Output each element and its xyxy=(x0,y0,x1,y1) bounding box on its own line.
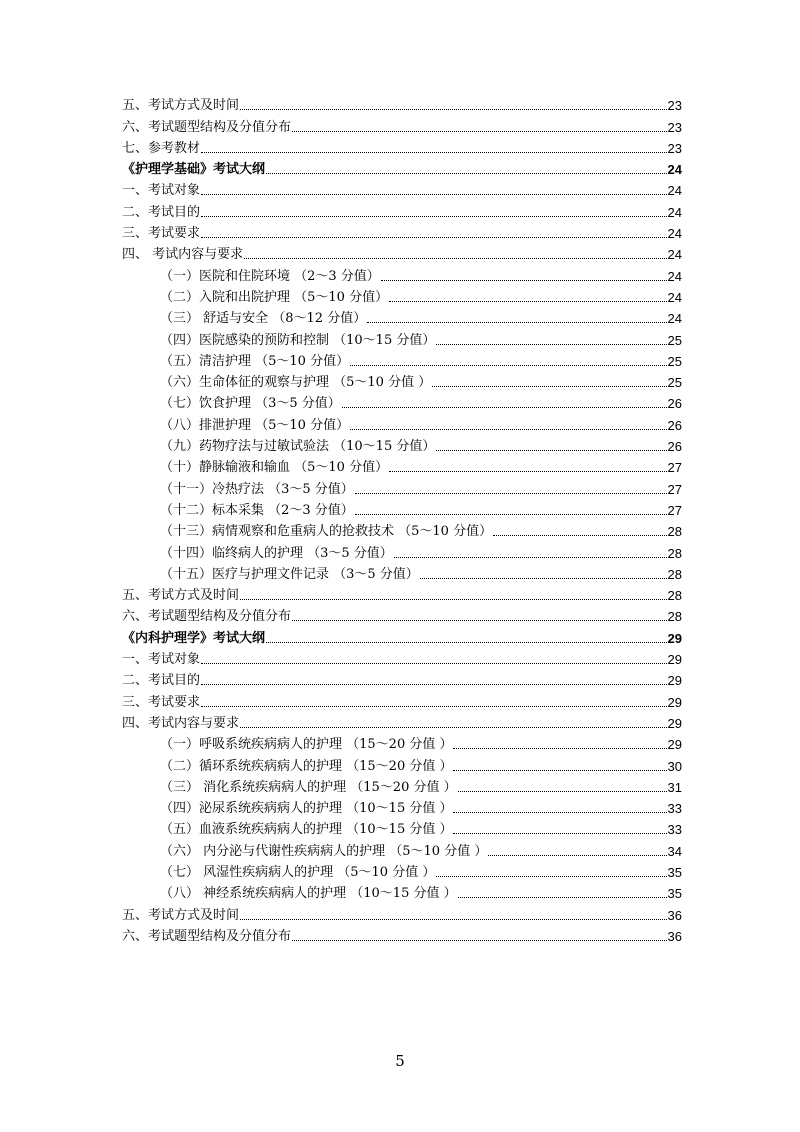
table-of-contents xyxy=(122,93,682,945)
page-number: 5 xyxy=(395,1052,405,1070)
toc-entry[interactable] xyxy=(122,349,682,370)
toc-entry[interactable] xyxy=(122,434,682,455)
toc-entry-page-number: 25 xyxy=(667,353,682,369)
toc-entry-label: 五、考试方式及时间 xyxy=(122,588,240,604)
toc-entry-page-number: 29 xyxy=(667,737,682,753)
toc-entry[interactable] xyxy=(122,114,682,135)
toc-entry[interactable] xyxy=(122,817,682,838)
toc-entry-page-number: 29 xyxy=(667,652,682,668)
toc-entry-label: 一、考试对象 xyxy=(122,652,201,668)
toc-entry-page-number: 25 xyxy=(667,375,682,391)
toc-leader-dots xyxy=(266,173,667,174)
toc-entry-label: 《护理学基础》考试大纲 xyxy=(122,162,266,178)
toc-entry-page-number: 29 xyxy=(667,694,682,710)
toc-entry-label: （三） 舒适与安全 （8～12 分值） xyxy=(160,311,367,327)
toc-entry-label: （五）血液系统疾病病人的护理 （10～15 分值 ） xyxy=(160,822,453,838)
toc-entry[interactable] xyxy=(122,93,682,114)
toc-entry[interactable] xyxy=(122,199,682,220)
toc-entry[interactable] xyxy=(122,604,682,625)
toc-leader-dots xyxy=(350,365,666,366)
toc-leader-dots xyxy=(381,280,667,281)
toc-entry-label: 五、考试方式及时间 xyxy=(122,98,240,114)
toc-entry[interactable] xyxy=(122,285,682,306)
toc-leader-dots xyxy=(394,557,667,558)
toc-entry-label: （八）排泄护理 （5～10 分值） xyxy=(160,417,350,433)
toc-leader-dots xyxy=(292,620,667,621)
toc-entry-page-number: 28 xyxy=(667,609,682,625)
toc-entry-page-number: 28 xyxy=(667,566,682,582)
toc-leader-dots xyxy=(458,791,667,792)
toc-entry-page-number: 29 xyxy=(667,715,682,731)
toc-entry-page-number: 28 xyxy=(667,588,682,604)
toc-leader-dots xyxy=(420,578,667,579)
toc-entry-page-number: 28 xyxy=(667,524,682,540)
toc-entry-page-number: 29 xyxy=(667,630,682,646)
toc-entry-page-number: 23 xyxy=(667,140,682,156)
toc-entry-label: （七）饮食护理 （3～5 分值） xyxy=(160,396,341,412)
toc-entry[interactable] xyxy=(122,327,682,348)
toc-entry[interactable] xyxy=(122,860,682,881)
toc-entry-label: 六、考试题型结构及分值分布 xyxy=(122,928,292,944)
toc-entry-page-number: 30 xyxy=(667,758,682,774)
toc-entry[interactable] xyxy=(122,136,682,157)
toc-entry[interactable] xyxy=(122,519,682,540)
toc-entry[interactable] xyxy=(122,689,682,710)
toc-leader-dots xyxy=(453,770,666,771)
toc-entry-label: （五）清洁护理 （5～10 分值） xyxy=(160,353,350,369)
toc-leader-dots xyxy=(355,493,667,494)
toc-entry[interactable] xyxy=(122,306,682,327)
toc-entry-label: （一）呼吸系统疾病病人的护理 （15～20 分值 ） xyxy=(160,737,453,753)
toc-entry[interactable] xyxy=(122,838,682,859)
toc-leader-dots xyxy=(436,876,666,877)
toc-entry-page-number: 24 xyxy=(667,289,682,305)
toc-entry[interactable] xyxy=(122,562,682,583)
toc-entry-label: （十三）病情观察和危重病人的抢救技术 （5～10 分值） xyxy=(160,524,493,540)
toc-entry-label: （八） 神经系统疾病病人的护理 （10～15 分值 ） xyxy=(160,886,457,902)
toc-entry-page-number: 23 xyxy=(667,119,682,135)
toc-entry-label: 三、考试要求 xyxy=(122,226,201,242)
toc-entry-label: （二）循环系统疾病病人的护理 （15～20 分值 ） xyxy=(160,758,453,774)
toc-entry[interactable] xyxy=(122,775,682,796)
toc-entry[interactable] xyxy=(122,711,682,732)
toc-leader-dots xyxy=(389,471,666,472)
toc-entry-page-number: 31 xyxy=(667,779,682,795)
toc-leader-dots xyxy=(292,940,667,941)
toc-entry-page-number: 35 xyxy=(667,864,682,880)
toc-entry[interactable] xyxy=(122,732,682,753)
toc-entry-label: 一、考试对象 xyxy=(122,183,201,199)
toc-entry-page-number: 27 xyxy=(667,502,682,518)
toc-entry[interactable] xyxy=(122,263,682,284)
toc-leader-dots xyxy=(436,344,666,345)
toc-entry-page-number: 24 xyxy=(667,268,682,284)
toc-entry-label: （四）医院感染的预防和控制 （10～15 分值） xyxy=(160,332,436,348)
toc-entry-label: 五、考试方式及时间 xyxy=(122,907,240,923)
toc-entry[interactable] xyxy=(122,498,682,519)
toc-entry-label: 六、考试题型结构及分值分布 xyxy=(122,119,292,135)
toc-entry[interactable] xyxy=(122,881,682,902)
toc-heading-entry[interactable] xyxy=(122,625,682,646)
toc-entry-page-number: 29 xyxy=(667,673,682,689)
toc-entry-page-number: 24 xyxy=(667,162,682,178)
toc-entry-page-number: 36 xyxy=(667,907,682,923)
toc-entry[interactable] xyxy=(122,668,682,689)
toc-entry-label: （六）生命体征的观察与护理 （5～10 分值 ） xyxy=(160,375,432,391)
toc-entry[interactable] xyxy=(122,221,682,242)
toc-entry-label: 三、考试要求 xyxy=(122,694,201,710)
toc-entry[interactable] xyxy=(122,178,682,199)
toc-entry-label: （七） 风湿性疾病病人的护理 （5～10 分值 ） xyxy=(160,864,436,880)
toc-entry[interactable] xyxy=(122,583,682,604)
toc-entry[interactable] xyxy=(122,412,682,433)
toc-entry-label: （三） 消化系统疾病病人的护理 （15～20 分值 ） xyxy=(160,779,457,795)
toc-leader-dots xyxy=(342,407,667,408)
toc-leader-dots xyxy=(432,386,666,387)
toc-leader-dots xyxy=(240,919,667,920)
toc-entry-page-number: 24 xyxy=(667,204,682,220)
toc-entry-label: （十五）医疗与护理文件记录 （3～5 分值） xyxy=(160,566,419,582)
toc-entry-label: （十一）冷热疗法 （3～5 分值） xyxy=(160,481,354,497)
toc-leader-dots xyxy=(389,301,666,302)
toc-leader-dots xyxy=(201,152,667,153)
toc-entry-label: （一）医院和住院环境 （2～3 分值） xyxy=(160,268,380,284)
toc-entry-label: 六、考试题型结构及分值分布 xyxy=(122,609,292,625)
toc-entry[interactable] xyxy=(122,391,682,412)
toc-entry[interactable] xyxy=(122,924,682,945)
toc-entry-page-number: 24 xyxy=(667,183,682,199)
toc-leader-dots xyxy=(240,727,667,728)
toc-leader-dots xyxy=(488,855,666,856)
toc-leader-dots xyxy=(240,599,667,600)
toc-entry-page-number: 33 xyxy=(667,822,682,838)
toc-entry-page-number: 24 xyxy=(667,247,682,263)
toc-entry-page-number: 27 xyxy=(667,481,682,497)
toc-entry[interactable] xyxy=(122,540,682,561)
toc-entry-page-number: 27 xyxy=(667,460,682,476)
toc-leader-dots xyxy=(355,514,667,515)
toc-leader-dots xyxy=(350,429,666,430)
toc-entry-label: 《内科护理学》考试大纲 xyxy=(122,630,266,646)
toc-leader-dots xyxy=(201,706,667,707)
toc-leader-dots xyxy=(201,194,667,195)
toc-entry[interactable] xyxy=(122,370,682,391)
toc-entry[interactable] xyxy=(122,476,682,497)
toc-entry-label: 二、考试目的 xyxy=(122,673,201,689)
toc-entry-page-number: 26 xyxy=(667,417,682,433)
toc-leader-dots xyxy=(458,897,667,898)
toc-entry-label: 二、考试目的 xyxy=(122,204,201,220)
toc-entry-page-number: 25 xyxy=(667,332,682,348)
toc-leader-dots xyxy=(453,812,666,813)
toc-entry-label: （十）静脉输液和输血 （5～10 分值） xyxy=(160,460,389,476)
toc-entry[interactable] xyxy=(122,455,682,476)
toc-entry[interactable] xyxy=(122,796,682,817)
toc-entry-page-number: 24 xyxy=(667,311,682,327)
toc-leader-dots xyxy=(244,258,666,259)
toc-entry-label: 四、考试内容与要求 xyxy=(122,715,240,731)
toc-entry-label: （四）泌尿系统疾病病人的护理 （10～15 分值 ） xyxy=(160,801,453,817)
toc-entry[interactable] xyxy=(122,647,682,668)
toc-leader-dots xyxy=(240,109,667,110)
toc-entry[interactable] xyxy=(122,902,682,923)
toc-entry-page-number: 34 xyxy=(667,843,682,859)
toc-entry-page-number: 33 xyxy=(667,801,682,817)
toc-entry-page-number: 36 xyxy=(667,928,682,944)
toc-leader-dots xyxy=(201,684,667,685)
toc-entry-label: （二）入院和出院护理 （5～10 分值） xyxy=(160,289,389,305)
toc-entry-label: （十四）临终病人的护理 （3～5 分值） xyxy=(160,545,393,561)
toc-entry-label: 七、参考教材 xyxy=(122,140,201,156)
toc-leader-dots xyxy=(453,748,666,749)
toc-entry-page-number: 24 xyxy=(667,226,682,242)
toc-leader-dots xyxy=(201,216,667,217)
toc-leader-dots xyxy=(436,450,666,451)
toc-entry[interactable] xyxy=(122,753,682,774)
toc-leader-dots xyxy=(201,663,667,664)
toc-leader-dots xyxy=(453,833,666,834)
toc-entry-label: （六） 内分泌与代谢性疾病病人的护理 （5～10 分值 ） xyxy=(160,843,488,859)
toc-leader-dots xyxy=(292,131,667,132)
toc-entry[interactable] xyxy=(122,242,682,263)
toc-entry-page-number: 26 xyxy=(667,439,682,455)
toc-entry-page-number: 26 xyxy=(667,396,682,412)
toc-heading-entry[interactable] xyxy=(122,157,682,178)
toc-leader-dots xyxy=(266,642,667,643)
toc-leader-dots xyxy=(201,237,667,238)
toc-leader-dots xyxy=(493,535,666,536)
toc-entry-label: （十二）标本采集 （2～3 分值） xyxy=(160,502,354,518)
toc-entry-label: 四、 考试内容与要求 xyxy=(122,247,244,263)
toc-entry-page-number: 23 xyxy=(667,98,682,114)
toc-entry-page-number: 28 xyxy=(667,545,682,561)
toc-entry-label: （九）药物疗法与过敏试验法 （10～15 分值） xyxy=(160,439,436,455)
toc-leader-dots xyxy=(367,322,666,323)
toc-entry-page-number: 35 xyxy=(667,886,682,902)
